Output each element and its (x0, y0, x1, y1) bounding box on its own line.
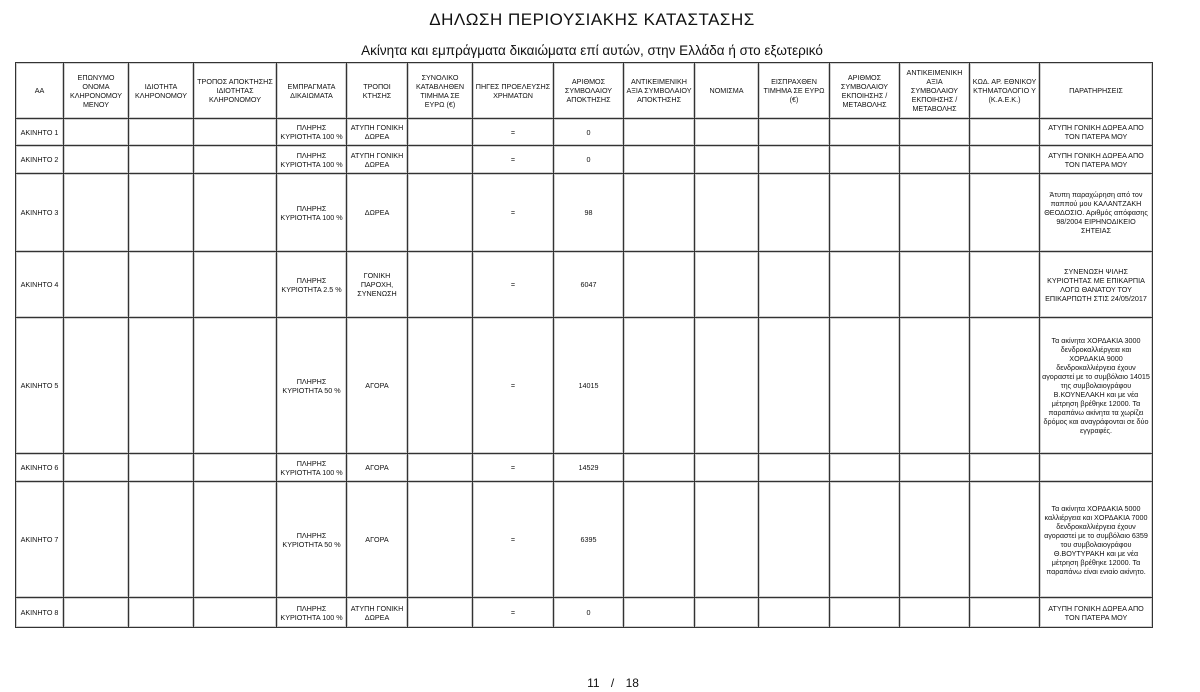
cell-aa: ΑΚΙΝΗΤΟ 2 (16, 146, 64, 174)
page-subtitle: Ακίνητα και εμπράγματα δικαιώματα επί αυτών, στην Ελλάδα ή στο εξωτερικό (361, 43, 823, 58)
cell-empty (695, 598, 759, 628)
property-table (15, 62, 1153, 628)
cell-empty (194, 598, 277, 628)
column-header: ΝΟΜΙΣΜΑ (695, 63, 759, 119)
column-header: ΕΠΩΝΥΜΟ ΟΝΟΜΑ ΚΛΗΡΟΝΟΜΟΥ ΜΕΝΟΥ (64, 63, 129, 119)
table-row (16, 482, 1153, 598)
column-header: ΑΝΤΙΚΕΙΜΕΝΙΚΗ ΑΞΙΑ ΣΥΜΒΟΛΑΙΟΥ ΕΚΠΟΙΗΣΗΣ / ΜΕΤΑΒΟΛΗΣ (900, 63, 970, 119)
cell-empty (408, 482, 473, 598)
table-row (16, 598, 1153, 628)
cell-aa: ΑΚΙΝΗΤΟ 7 (16, 482, 64, 598)
cell-empty (194, 318, 277, 454)
table-header-row (16, 63, 1153, 119)
cell-empty (695, 174, 759, 252)
cell-empty (830, 454, 900, 482)
table-row (16, 119, 1153, 146)
cell-empty (408, 252, 473, 318)
cell-remarks: Άτυπη παραχώρηση από τον παππού μου ΚΑΛΑΝΤΖΑΚΗ ΘΕΟΔΟΣΙΟ. Αριθμός απόφασης 98/2004 ΕΙΡΗΝΟΔΙΚΕΙΟ ΣΗΤΕΙΑΣ (1040, 174, 1153, 252)
column-header: ΤΡΟΠΟΣ ΑΠΟΚΤΗΣΗΣ ΙΔΙΟΤΗΤΑΣ ΚΛΗΡΟΝΟΜΟΥ (194, 63, 277, 119)
cell-aa: ΑΚΙΝΗΤΟ 8 (16, 598, 64, 628)
cell-empty (970, 454, 1040, 482)
cell-rights: ΠΛΗΡΗΣ ΚΥΡΙΟΤΗΤΑ 100 % (277, 146, 347, 174)
cell-empty (830, 119, 900, 146)
cell-sources: = (473, 174, 554, 252)
cell-empty (64, 174, 129, 252)
cell-empty (408, 174, 473, 252)
cell-empty (695, 252, 759, 318)
cell-empty (970, 174, 1040, 252)
table-body (16, 119, 1153, 628)
cell-empty (194, 252, 277, 318)
column-header: ΙΔΙΟΤΗΤΑ ΚΛΗΡΟΝΟΜΟΥ (129, 63, 194, 119)
cell-sources: = (473, 252, 554, 318)
cell-acquisition: ΑΓΟΡΑ (347, 482, 408, 598)
cell-empty (900, 119, 970, 146)
cell-aa: ΑΚΙΝΗΤΟ 6 (16, 454, 64, 482)
cell-rights: ΠΛΗΡΗΣ ΚΥΡΙΟΤΗΤΑ 2.5 % (277, 252, 347, 318)
column-header: ΚΩΔ. ΑΡ. ΕΘΝΙΚΟΥ ΚΤΗΜΑΤΟΛΟΓΙΟ Υ (Κ.Α.Ε.Κ.) (970, 63, 1040, 119)
cell-empty (194, 119, 277, 146)
cell-empty (624, 454, 695, 482)
cell-empty (759, 318, 830, 454)
cell-empty (64, 482, 129, 598)
cell-empty (900, 318, 970, 454)
column-header: ΕΜΠΡΑΓΜΑΤΑ ΔΙΚΑΙΩΜΑΤΑ (277, 63, 347, 119)
cell-empty (830, 146, 900, 174)
cell-rights: ΠΛΗΡΗΣ ΚΥΡΙΟΤΗΤΑ 50 % (277, 318, 347, 454)
cell-aa: ΑΚΙΝΗΤΟ 4 (16, 252, 64, 318)
cell-empty (759, 454, 830, 482)
cell-acquisition: ΑΓΟΡΑ (347, 454, 408, 482)
cell-empty (830, 252, 900, 318)
cell-empty (695, 119, 759, 146)
cell-empty (900, 598, 970, 628)
cell-empty (695, 318, 759, 454)
cell-sources: = (473, 482, 554, 598)
cell-empty (900, 174, 970, 252)
cell-empty (624, 252, 695, 318)
column-header: ΣΥΝΟΛΙΚΟ ΚΑΤΑΒΛΗΘΕΝ ΤΙΜΗΜΑ ΣΕ ΕΥΡΩ (€) (408, 63, 473, 119)
cell-empty (970, 252, 1040, 318)
cell-remarks: Τα ακίνητα ΧΟΡΔΑΚΙΑ 5000 καλλιέργεια και ΧΟΡΔΑΚΙΑ 7000 δενδροκαλλιέργεια έχουν αγοραστεί με το συμβόλαιο 6359 του συμβολαιογράφου Θ.ΒΟΥΤΥΡΑΚΗ και με νέα μέτρηση βρέθηκε 12000. Τα παραπάνω είναι ενιαίο ακίνητο. (1040, 482, 1153, 598)
cell-aa: ΑΚΙΝΗΤΟ 5 (16, 318, 64, 454)
cell-empty (129, 598, 194, 628)
table-row (16, 454, 1153, 482)
cell-contract: 14529 (554, 454, 624, 482)
cell-empty (759, 174, 830, 252)
cell-empty (64, 119, 129, 146)
cell-remarks: ΑΤΥΠΗ ΓΟΝΙΚΗ ΔΩΡΕΑ ΑΠΟ ΤΟΝ ΠΑΤΕΡΑ ΜΟΥ (1040, 146, 1153, 174)
cell-empty (759, 482, 830, 598)
cell-empty (970, 318, 1040, 454)
cell-empty (759, 119, 830, 146)
cell-remarks: ΑΤΥΠΗ ΓΟΝΙΚΗ ΔΩΡΕΑ ΑΠΟ ΤΟΝ ΠΑΤΕΡΑ ΜΟΥ (1040, 598, 1153, 628)
cell-empty (624, 119, 695, 146)
cell-sources: = (473, 318, 554, 454)
cell-empty (695, 454, 759, 482)
cell-empty (624, 598, 695, 628)
column-header: ΠΑΡΑΤΗΡΗΣΕΙΣ (1040, 63, 1153, 119)
cell-empty (408, 454, 473, 482)
cell-empty (408, 318, 473, 454)
cell-rights: ΠΛΗΡΗΣ ΚΥΡΙΟΤΗΤΑ 100 % (277, 454, 347, 482)
cell-rights: ΠΛΗΡΗΣ ΚΥΡΙΟΤΗΤΑ 100 % (277, 598, 347, 628)
cell-rights: ΠΛΗΡΗΣ ΚΥΡΙΟΤΗΤΑ 100 % (277, 119, 347, 146)
table-row (16, 146, 1153, 174)
cell-acquisition: ΑΤΥΠΗ ΓΟΝΙΚΗ ΔΩΡΕΑ (347, 146, 408, 174)
cell-acquisition: ΑΤΥΠΗ ΓΟΝΙΚΗ ΔΩΡΕΑ (347, 119, 408, 146)
page-current: 11 (587, 676, 600, 690)
column-header: ΑΡΙΘΜΟΣ ΣΥΜΒΟΛΑΙΟΥ ΕΚΠΟΙΗΣΗΣ /ΜΕΤΑΒΟΛΗΣ (830, 63, 900, 119)
cell-contract: 6395 (554, 482, 624, 598)
cell-sources: = (473, 598, 554, 628)
cell-empty (408, 598, 473, 628)
cell-empty (900, 482, 970, 598)
cell-sources: = (473, 119, 554, 146)
cell-contract: 14015 (554, 318, 624, 454)
column-header: ΑΑ (16, 63, 64, 119)
cell-aa: ΑΚΙΝΗΤΟ 1 (16, 119, 64, 146)
cell-empty (129, 252, 194, 318)
cell-contract: 0 (554, 146, 624, 174)
cell-empty (624, 318, 695, 454)
cell-empty (129, 119, 194, 146)
cell-acquisition: ΑΤΥΠΗ ΓΟΝΙΚΗ ΔΩΡΕΑ (347, 598, 408, 628)
cell-rights: ΠΛΗΡΗΣ ΚΥΡΙΟΤΗΤΑ 100 % (277, 174, 347, 252)
cell-contract: 6047 (554, 252, 624, 318)
column-header: ΑΡΙΘΜΟΣ ΣΥΜΒΟΛΑΙΟΥ ΑΠΟΚΤΗΣΗΣ (554, 63, 624, 119)
cell-empty (194, 174, 277, 252)
column-header: ΑΝΤΙΚΕΙΜΕΝΙΚΗ ΑΞΙΑ ΣΥΜΒΟΛΑΙΟΥ ΑΠΟΚΤΗΣΗΣ (624, 63, 695, 119)
cell-empty (900, 146, 970, 174)
cell-sources: = (473, 146, 554, 174)
cell-empty (64, 252, 129, 318)
pagination (0, 676, 1200, 690)
cell-remarks: Τα ακίνητα ΧΟΡΔΑΚΙΑ 3000 δενδροκαλλιέργεια και ΧΟΡΔΑΚΙΑ 9000 δενδροκαλλιέργεια έχουν αγοραστεί με το συμβόλαιο 14015 της συμβολαιογράφου Β.ΚΟΥΝΕΛΑΚΗ και με νέα μέτρηση βρέθηκε 12000. Τα παραπάνω ακίνητα τα χωρίζει δρόμος και αναγράφονται σε δύο εγγραφές. (1040, 318, 1153, 454)
cell-empty (970, 482, 1040, 598)
cell-empty (129, 454, 194, 482)
cell-empty (759, 252, 830, 318)
cell-sources: = (473, 454, 554, 482)
cell-empty (624, 482, 695, 598)
column-header: ΠΗΓΕΣ ΠΡΟΕΛΕΥΣΗΣ ΧΡΗΜΑΤΩΝ (473, 63, 554, 119)
cell-empty (624, 174, 695, 252)
cell-empty (129, 318, 194, 454)
cell-empty (759, 146, 830, 174)
cell-empty (194, 482, 277, 598)
cell-empty (900, 454, 970, 482)
cell-contract: 98 (554, 174, 624, 252)
cell-acquisition: ΑΓΟΡΑ (347, 318, 408, 454)
page-title: ΔΗΛΩΣΗ ΠΕΡΙΟΥΣΙΑΚΗΣ ΚΑΤΑΣΤΑΣΗΣ (429, 10, 755, 29)
cell-remarks (1040, 454, 1153, 482)
cell-remarks: ΑΤΥΠΗ ΓΟΝΙΚΗ ΔΩΡΕΑ ΑΠΟ ΤΟΝ ΠΑΤΕΡΑ ΜΟΥ (1040, 119, 1153, 146)
cell-empty (408, 146, 473, 174)
cell-empty (970, 146, 1040, 174)
cell-empty (695, 482, 759, 598)
cell-empty (64, 598, 129, 628)
cell-empty (129, 146, 194, 174)
cell-rights: ΠΛΗΡΗΣ ΚΥΡΙΟΤΗΤΑ 50 % (277, 482, 347, 598)
cell-acquisition: ΓΟΝΙΚΗ ΠΑΡΟΧΗ, ΣΥΝΕΝΩΣΗ (347, 252, 408, 318)
cell-empty (64, 454, 129, 482)
cell-aa: ΑΚΙΝΗΤΟ 3 (16, 174, 64, 252)
cell-empty (759, 598, 830, 628)
cell-contract: 0 (554, 598, 624, 628)
column-header: ΕΙΣΠΡΑΧΘΕΝ ΤΙΜΗΜΑ ΣΕ ΕΥΡΩ (€) (759, 63, 830, 119)
cell-empty (830, 598, 900, 628)
table-row (16, 252, 1153, 318)
cell-empty (695, 146, 759, 174)
cell-empty (64, 146, 129, 174)
cell-empty (129, 482, 194, 598)
cell-empty (830, 318, 900, 454)
cell-empty (970, 119, 1040, 146)
cell-empty (129, 174, 194, 252)
cell-empty (970, 598, 1040, 628)
cell-empty (194, 454, 277, 482)
cell-empty (64, 318, 129, 454)
cell-empty (624, 146, 695, 174)
cell-empty (830, 174, 900, 252)
table-row (16, 174, 1153, 252)
cell-empty (830, 482, 900, 598)
page-separator: / (610, 676, 615, 690)
cell-contract: 0 (554, 119, 624, 146)
column-header: ΤΡΟΠΟΙ ΚΤΗΣΗΣ (347, 63, 408, 119)
cell-remarks: ΣΥΝΕΝΩΣΗ ΨΙΛΗΣ ΚΥΡΙΟΤΗΤΑΣ ΜΕ ΕΠΙΚΑΡΠΙΑ ΛΟΓΩ ΘΑΝΑΤΟΥ ΤΟΥ ΕΠΙΚΑΡΠΩΤΗ ΣΤΙΣ 24/05/2017 (1040, 252, 1153, 318)
page-total: 18 (625, 676, 639, 690)
cell-acquisition: ΔΩΡΕΑ (347, 174, 408, 252)
table-row (16, 318, 1153, 454)
cell-empty (194, 146, 277, 174)
cell-empty (900, 252, 970, 318)
cell-empty (408, 119, 473, 146)
